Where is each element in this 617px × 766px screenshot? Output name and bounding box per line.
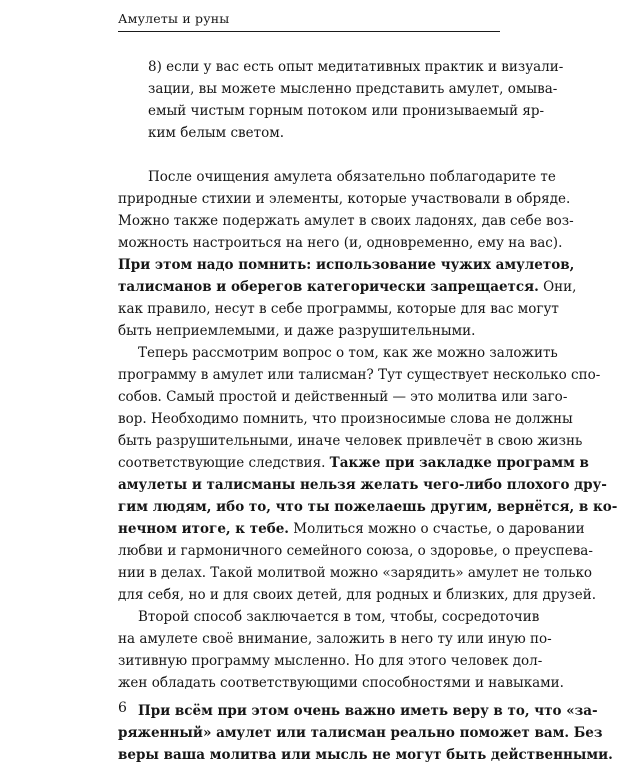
bold-text-line: При этом надо помнить: использование чужих амулетов, xyxy=(118,257,575,273)
text-line xyxy=(118,452,589,474)
text-line: Второй способ заключается в том, чтобы, сосредоточив xyxy=(138,609,540,625)
text-line: После очищения амулета обязательно поблагодарите те xyxy=(148,169,556,185)
bold-text: талисманов и оберегов категорически запрещается. xyxy=(118,279,539,295)
text-line: Теперь рассмотрим вопрос о том, как же можно заложить xyxy=(138,345,558,361)
text-line: быть разрушительными, иначе человек привлечёт в свою жизнь xyxy=(118,433,583,449)
paragraph-3 xyxy=(118,606,564,694)
paragraph-4 xyxy=(118,700,613,766)
page-number: 6 xyxy=(118,700,127,716)
bold-text-line: амулеты и талисманы нельзя желать чего-либо плохого дру- xyxy=(118,477,607,493)
paragraph-1 xyxy=(118,166,577,342)
bold-text-line: гим людям, ибо то, что ты пожелаешь другим, вернётся, в ко- xyxy=(118,499,617,515)
text-line: любви и гармоничного семейного союза, о здоровье, о преуспева- xyxy=(118,543,593,559)
text-line: зитивную программу мысленно. Но для этого человек дол- xyxy=(118,653,543,669)
text-line: можность настроиться на него (и, одновременно, ему на вас). xyxy=(118,235,563,251)
text-line: ким белым светом. xyxy=(148,125,284,141)
text-line: программу в амулет или талисман? Тут существует несколько спо- xyxy=(118,367,601,383)
text-line xyxy=(118,518,585,540)
text-line: нии в делах. Такой молитвой можно «зарядить» амулет не только xyxy=(118,565,593,581)
text-line: зации, вы можете мысленно представить амулет, омыва- xyxy=(148,81,558,97)
text-line: природные стихии и элементы, которые участвовали в обряде. xyxy=(118,191,571,207)
bold-text-line: веры ваша молитва или мысль не могут быть действенными. xyxy=(118,747,613,763)
bold-text-line: ряженный» амулет или талисман реально поможет вам. Без xyxy=(118,725,603,741)
text: соответствующие следствия. xyxy=(118,455,330,471)
header-rule xyxy=(118,31,500,32)
paragraph-gap xyxy=(118,144,500,166)
text-line: вор. Необходимо помнить, что произносимые слова не должны xyxy=(118,411,573,427)
text-line: для себя, но и для своих детей, для родных и близких, для друзей. xyxy=(118,587,597,603)
text-line: на амулете своё внимание, заложить в него ту или иную по- xyxy=(118,631,552,647)
text-line: жен обладать соответствующими способностями и навыками. xyxy=(118,675,564,691)
page-body xyxy=(118,56,617,766)
bold-text-line: При всём при этом очень важно иметь веру в то, что «за- xyxy=(138,703,598,719)
text-line: 8) если у вас есть опыт медитативных практик и визуали- xyxy=(148,59,564,75)
text-line: как правило, несут в себе программы, которые для вас могут xyxy=(118,301,559,317)
list-item-8 xyxy=(148,56,564,144)
text-line: быть неприемлемыми, и даже разрушительными. xyxy=(118,323,476,339)
text-line: емый чистым горным потоком или пронизываемый яр- xyxy=(148,103,545,119)
running-head: Амулеты и руны xyxy=(118,11,230,26)
text-line xyxy=(118,276,577,298)
text-line: Можно также подержать амулет в своих ладонях, дав себе воз- xyxy=(118,213,574,229)
bold-text: Также при закладке программ в xyxy=(329,455,589,471)
paragraph-2 xyxy=(118,342,617,606)
text: Молиться можно о счастье, о даровании xyxy=(289,521,585,537)
text-line: собов. Самый простой и действенный — это молитва или заго- xyxy=(118,389,568,405)
bold-text: нечном итоге, к тебе. xyxy=(118,521,290,537)
text: Они, xyxy=(538,279,577,295)
